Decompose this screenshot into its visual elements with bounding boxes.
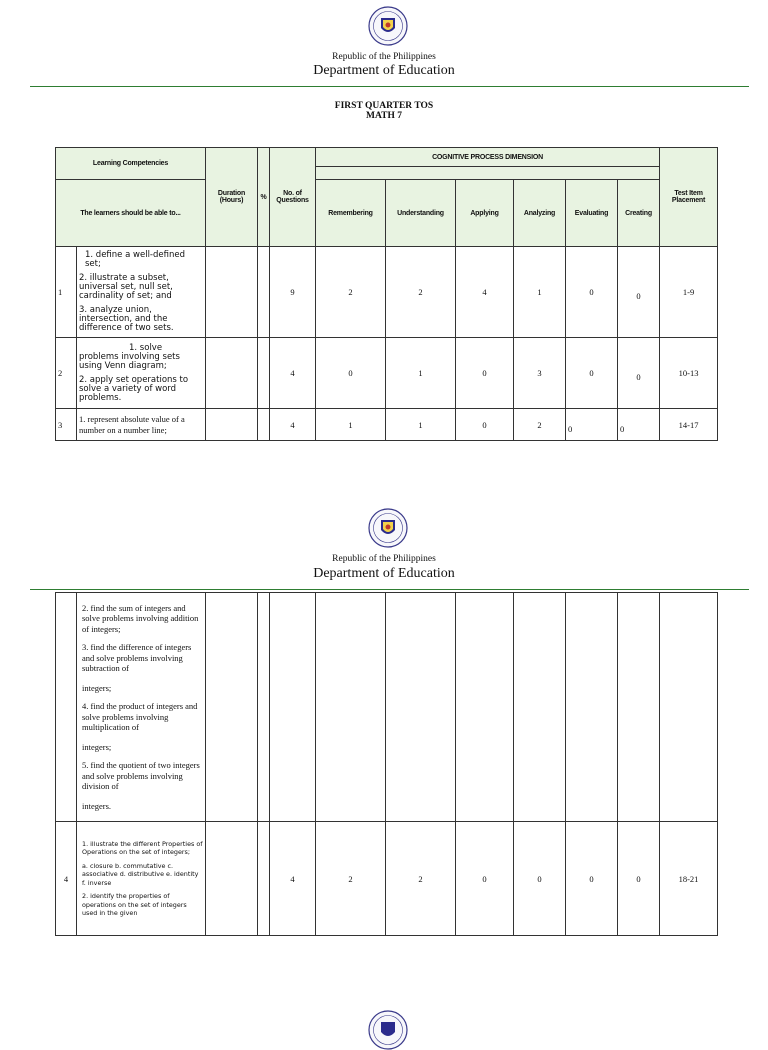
analyzing-cell: 3	[514, 338, 566, 409]
header-understanding: Understanding	[386, 180, 456, 247]
header-cognitive-spacer	[316, 167, 660, 180]
analyzing-cell: 0	[514, 822, 566, 936]
deped-seal-logo	[368, 508, 408, 548]
row-number	[56, 593, 77, 822]
competency-cell	[77, 593, 206, 822]
tos-table	[55, 147, 718, 441]
header-learners-able-to: The learners should be able to...	[56, 180, 206, 247]
placement-cell: 1-9	[660, 247, 718, 338]
percent-cell	[258, 338, 270, 409]
understanding-cell: 2	[386, 247, 456, 338]
department-label: Department of Education	[313, 63, 455, 78]
competency-item: 2. find the sum of integers and solve problems involving addition of integers;	[82, 602, 199, 634]
evaluating-cell: 0	[566, 409, 618, 441]
questions-cell: 4	[270, 338, 316, 409]
remembering-cell: 2	[316, 247, 386, 338]
row-number: 2	[56, 338, 77, 409]
header-test-item-placement: Test Item Placement	[660, 148, 718, 247]
header-analyzing: Analyzing	[514, 180, 566, 247]
duration-cell	[206, 409, 258, 441]
remembering-cell: 2	[316, 822, 386, 936]
evaluating-cell: 0	[566, 338, 618, 409]
competency-item: integers;	[82, 741, 112, 752]
competency-item: 3. analyze union, intersection, and the difference of two sets.	[79, 305, 174, 333]
placement-cell: 18-21	[660, 822, 718, 936]
understanding-cell: 1	[386, 338, 456, 409]
competency-cell	[77, 338, 206, 409]
header-remembering: Remembering	[316, 180, 386, 247]
evaluating-cell: 0	[566, 247, 618, 338]
applying-cell: 0	[456, 409, 514, 441]
tos-table-continued	[55, 592, 718, 936]
remembering-cell: 1	[316, 409, 386, 441]
competency-item: 2. apply set operations to solve a variety of word problems.	[79, 374, 189, 403]
competency-item: 1. define a well-defined set;	[85, 250, 185, 269]
evaluating-cell: 0	[566, 822, 618, 936]
applying-cell	[456, 593, 514, 822]
duration-cell	[206, 338, 258, 409]
competency-cell	[77, 247, 206, 338]
row-number: 3	[56, 409, 77, 441]
table-row	[56, 822, 718, 936]
row-number: 1	[56, 247, 77, 338]
competency-item: 1. illustrate the different Properties of Operations on the set of integers;	[82, 839, 203, 856]
competency-item: 1. solve problems involving sets using Venn diagram;	[79, 342, 180, 371]
competency-item: a. closure b. commutative c. associative d. distributive e. identity f. inverse	[82, 861, 199, 887]
header-divider	[30, 589, 749, 590]
department-label: Department of Education	[313, 566, 455, 581]
understanding-cell	[386, 593, 456, 822]
competency-item: 3. find the difference of integers and solve problems involving subtraction of	[82, 642, 192, 674]
remembering-cell: 0	[316, 338, 386, 409]
percent-cell	[258, 247, 270, 338]
table-row	[56, 593, 718, 822]
duration-cell	[206, 822, 258, 936]
header-duration: Duration (Hours)	[206, 148, 258, 247]
header-percent: %	[258, 148, 270, 247]
placement-cell	[660, 593, 718, 822]
duration-cell	[206, 247, 258, 338]
header-applying: Applying	[456, 180, 514, 247]
questions-cell: 9	[270, 247, 316, 338]
header-learning-competencies: Learning Competencies	[56, 148, 206, 180]
row-number: 4	[56, 822, 77, 936]
understanding-cell: 2	[386, 822, 456, 936]
competency-cell	[77, 822, 206, 936]
understanding-cell: 1	[386, 409, 456, 441]
percent-cell	[258, 409, 270, 441]
competency-item: 1. represent absolute value of a number on a number line;	[79, 414, 185, 435]
applying-cell: 4	[456, 247, 514, 338]
duration-cell	[206, 593, 258, 822]
placement-cell: 14-17	[660, 409, 718, 441]
questions-cell: 4	[270, 822, 316, 936]
deped-seal-logo	[368, 1010, 408, 1050]
header-no-of-questions: No. of Questions	[270, 148, 316, 247]
header-divider	[30, 86, 749, 87]
table-row	[56, 338, 718, 409]
analyzing-cell: 2	[514, 409, 566, 441]
competency-item: integers.	[82, 800, 112, 811]
competency-item: 2. illustrate a subset, universal set, null set, cardinality of set; and	[79, 273, 173, 301]
placement-cell: 10-13	[660, 338, 718, 409]
creating-cell: 0	[618, 338, 660, 409]
document-title: FIRST QUARTER TOS	[334, 101, 434, 111]
competency-cell	[77, 409, 206, 441]
document-subtitle: MATH 7	[366, 111, 402, 121]
table-row	[56, 409, 718, 441]
republic-label: Republic of the Philippines	[332, 554, 436, 564]
questions-cell: 4	[270, 409, 316, 441]
evaluating-cell	[566, 593, 618, 822]
creating-cell: 0	[618, 247, 660, 338]
remembering-cell	[316, 593, 386, 822]
competency-item: integers;	[82, 682, 112, 693]
percent-cell	[258, 822, 270, 936]
questions-cell	[270, 593, 316, 822]
header-cognitive-dimension: COGNITIVE PROCESS DIMENSION	[316, 148, 660, 167]
competency-item: 5. find the quotient of two integers and solve problems involving division of	[82, 760, 200, 792]
table-row	[56, 247, 718, 338]
deped-seal-logo	[368, 6, 408, 46]
header-evaluating: Evaluating	[566, 180, 618, 247]
creating-cell: 0	[618, 822, 660, 936]
competency-item: 2. identify the properties of operations on the set of integers used in the given	[82, 892, 187, 917]
percent-cell	[258, 593, 270, 822]
creating-cell: 0	[618, 409, 660, 441]
applying-cell: 0	[456, 822, 514, 936]
creating-cell	[618, 593, 660, 822]
analyzing-cell: 1	[514, 247, 566, 338]
applying-cell: 0	[456, 338, 514, 409]
analyzing-cell	[514, 593, 566, 822]
competency-item: 4. find the product of integers and solve problems involving multiplication of	[82, 701, 198, 733]
header-creating: Creating	[618, 180, 660, 247]
republic-label: Republic of the Philippines	[332, 52, 436, 62]
